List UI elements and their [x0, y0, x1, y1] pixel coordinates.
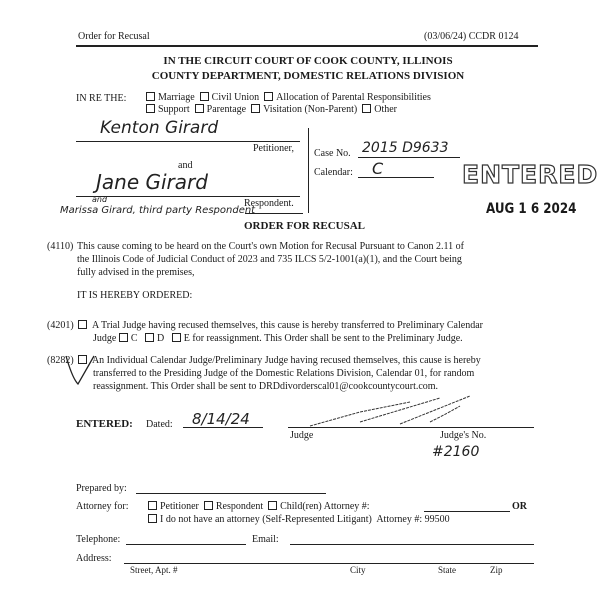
prepared-by-field[interactable] [136, 493, 326, 494]
street-caption: Street, Apt. # [130, 565, 178, 575]
telephone-label: Telephone: [76, 534, 121, 545]
judge-no-label: Judge's No. [440, 430, 487, 441]
checkbox-calendar-e[interactable]: E [172, 333, 190, 344]
court-line-1: IN THE CIRCUIT COURT OF COOK COUNTY, ILLINOIS [163, 55, 453, 67]
handwritten-and: and [92, 195, 108, 204]
petitioner-label: Petitioner, [253, 143, 294, 154]
petitioner-name: Kenton Girard [100, 118, 219, 138]
order-title: ORDER FOR RECUSAL [244, 220, 366, 232]
dated-value: 8/14/24 [192, 410, 250, 428]
attorney-number-99500: Attorney #: 99500 [376, 514, 450, 525]
judge-signature [300, 392, 480, 430]
zip-caption: Zip [490, 565, 503, 575]
checkbox-visitation[interactable]: Visitation (Non-Parent) [251, 104, 357, 115]
para-4110-line1: This cause coming to be heard on the Court's own Motion for Recusal Pursuant to Canon 2.11 of [77, 241, 464, 252]
header-rule [76, 45, 538, 47]
prepared-by-label: Prepared by: [76, 483, 127, 494]
attorney-for-label: Attorney for: [76, 501, 129, 512]
checkbox-no-attorney[interactable]: I do not have an attorney (Self-Represented Litigant) [148, 514, 372, 525]
para-4201-line1: A Trial Judge having recused themselves, this cause is hereby transferred to Preliminary Calendar [78, 320, 483, 331]
checkbox-att-respondent[interactable]: Respondent [204, 501, 263, 512]
city-caption: City [350, 565, 366, 575]
para-4110-line2: the Illinois Code of Judicial Conduct of 2023 and 735 ILCS 5/2-1001(a)(1), and the Court being [77, 254, 462, 265]
para-8282-line1: An Individual Calendar Judge/Preliminary Judge having recused themselves, this cause is hereby [78, 355, 481, 366]
address-field[interactable] [124, 563, 534, 564]
checkbox-allocation[interactable]: Allocation of Parental Responsibilities [264, 92, 431, 103]
para-8282-line2: transferred to the Presiding Judge of the Domestic Relations Division, Calendar 01, for random [93, 368, 475, 379]
in-re-label: IN RE THE: [76, 93, 127, 104]
checkbox-other[interactable]: Other [362, 104, 397, 115]
checkbox-att-children[interactable]: Child(ren) [268, 501, 322, 512]
checkbox-civil-union[interactable]: Civil Union [200, 92, 260, 103]
form-name: Order for Recusal [78, 31, 150, 42]
self-represented-row [148, 514, 450, 525]
code-4110: (4110) [47, 241, 74, 252]
checkbox-4201[interactable] [78, 320, 87, 329]
in-re-row2 [146, 104, 397, 115]
or-label: OR [512, 501, 527, 512]
entered-stamp: ENTERED [462, 160, 599, 189]
telephone-field[interactable] [126, 544, 246, 545]
para-4201-line2: Judge C D E for reassignment. This Order shall be sent to the Preliminary Judge. [93, 333, 463, 344]
checkbox-support[interactable]: Support [146, 104, 190, 115]
in-re-row1 [146, 92, 431, 103]
para-4110-line3: fully advised in the premises, [77, 267, 195, 278]
checkbox-att-petitioner[interactable]: Petitioner [148, 501, 199, 512]
form-code: (03/06/24) CCDR 0124 [424, 31, 519, 42]
state-caption: State [438, 565, 456, 575]
calendar-value: C [372, 159, 384, 178]
judge-label: Judge [290, 430, 314, 441]
judge-no-value: #2160 [432, 444, 480, 460]
checkbox-calendar-c[interactable]: C [119, 333, 138, 344]
case-no-value: 2015 D9633 [362, 140, 449, 156]
entered-label: ENTERED: [76, 418, 133, 430]
and-label: and [178, 160, 193, 171]
court-line-2: COUNTY DEPARTMENT, DOMESTIC RELATIONS DIVISION [151, 70, 465, 82]
dated-label: Dated: [146, 419, 173, 430]
para-8282-line3: reassignment. This Order shall be sent to DRDdivorderscal01@cookcountycourt.com. [93, 381, 439, 392]
stamp-date: AUG 1 6 2024 [486, 201, 577, 217]
email-label: Email: [252, 534, 279, 545]
hereby-ordered: IT IS HEREBY ORDERED: [77, 290, 193, 301]
code-8282: (8282) [47, 355, 74, 366]
email-field[interactable] [290, 544, 534, 545]
caption-divider [308, 128, 309, 213]
checkbox-marriage[interactable]: Marriage [146, 92, 195, 103]
respondent-name: Jane Girard [96, 170, 208, 194]
calendar-label: Calendar: [314, 167, 353, 178]
respondent-label: Respondent. [244, 198, 294, 209]
attorney-number-field[interactable] [424, 511, 510, 512]
attorney-options: Petitioner Respondent Child(ren) Attorney #: [148, 501, 370, 512]
checkmark-icon [60, 350, 100, 390]
address-label: Address: [76, 553, 112, 564]
code-4201: (4201) [47, 320, 74, 331]
third-party-respondent: Marissa Girard, third party Respondent [60, 205, 256, 216]
checkbox-parentage[interactable]: Parentage [195, 104, 246, 115]
case-no-label: Case No. [314, 148, 351, 159]
checkbox-calendar-d[interactable]: D [145, 333, 164, 344]
